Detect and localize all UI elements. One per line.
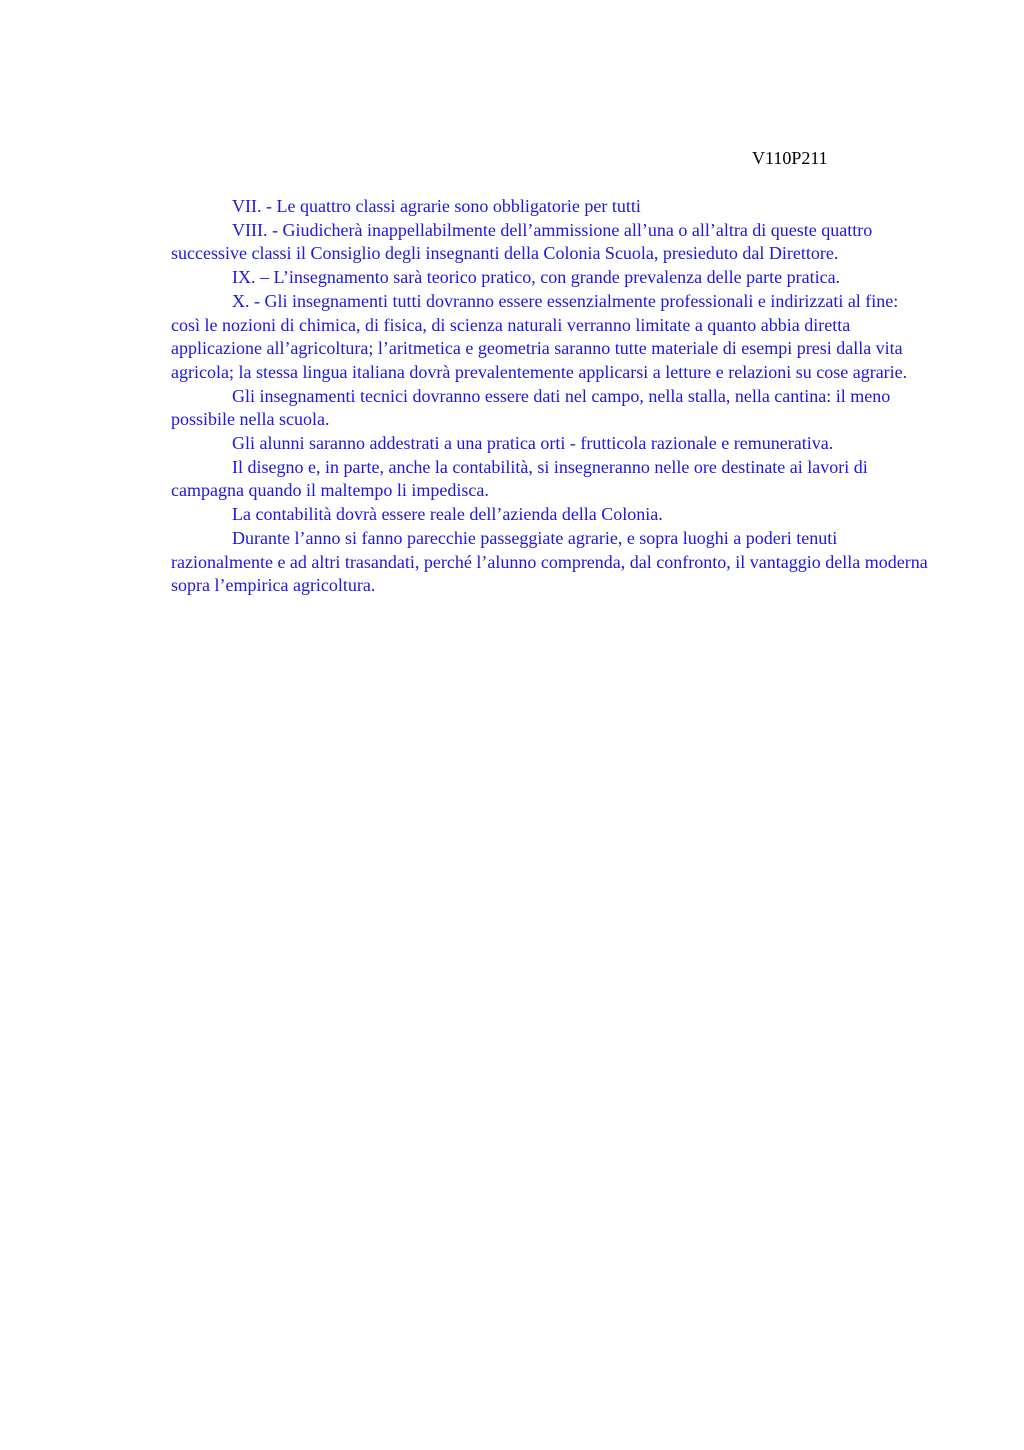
- paragraph-drawing-accounting: Il disegno e, in parte, anche la contabilità, si insegneranno nelle ore destinate ai lavori di campagna quando il maltempo li impedisca.: [171, 456, 868, 501]
- paragraph-accounting: La contabilità dovrà essere reale dell’azienda della Colonia.: [232, 504, 663, 525]
- page-code: V110P211: [752, 148, 828, 168]
- paragraph-technical-teaching: Gli insegnamenti tecnici dovranno essere dati nel campo, nella stalla, nella cantina: il meno possibile nella scuola.: [171, 385, 891, 430]
- paragraph-article-x: X. - Gli insegnamenti tutti dovranno essere essenzialmente professionali e indirizzati al fine: così le nozioni di chimica, di fisica, di scienza naturali verranno limitate a quanto abbia diretta applicazione all’agricoltura; l’aritmetica e geometria saranno tutte materiale di esempi presi dalla vita agricola; la stessa lingua italiana dovrà prevalentemente applicarsi a letture e relazioni su cose agrarie.: [171, 290, 908, 382]
- paragraph-article-ix: IX. – L’insegnamento sarà teorico pratico, con grande prevalenza delle parte pratica.: [232, 267, 841, 288]
- paragraph-article-viii: VIII. - Giudicherà inappellabilmente dell’ammissione all’una o all’altra di queste quattro successive classi il Consiglio degli insegnanti della Colonia Scuola, presieduto dal Direttore.: [171, 219, 873, 264]
- paragraph-field-trips: Durante l’anno si fanno parecchie passeggiate agrarie, e sopra luoghi a poderi tenuti razionalmente e ad altri trasandati, perché l’alunno comprenda, dal confronto, il vantaggio della moderna sopra l’empirica agricoltura.: [171, 527, 928, 596]
- paragraph-students-training: Gli alunni saranno addestrati a una pratica orti - frutticola razionale e remunerativa.: [232, 433, 834, 454]
- document-body: [171, 195, 931, 598]
- paragraph-article-vii: VII. - Le quattro classi agrarie sono obbligatorie per tutti: [232, 196, 641, 216]
